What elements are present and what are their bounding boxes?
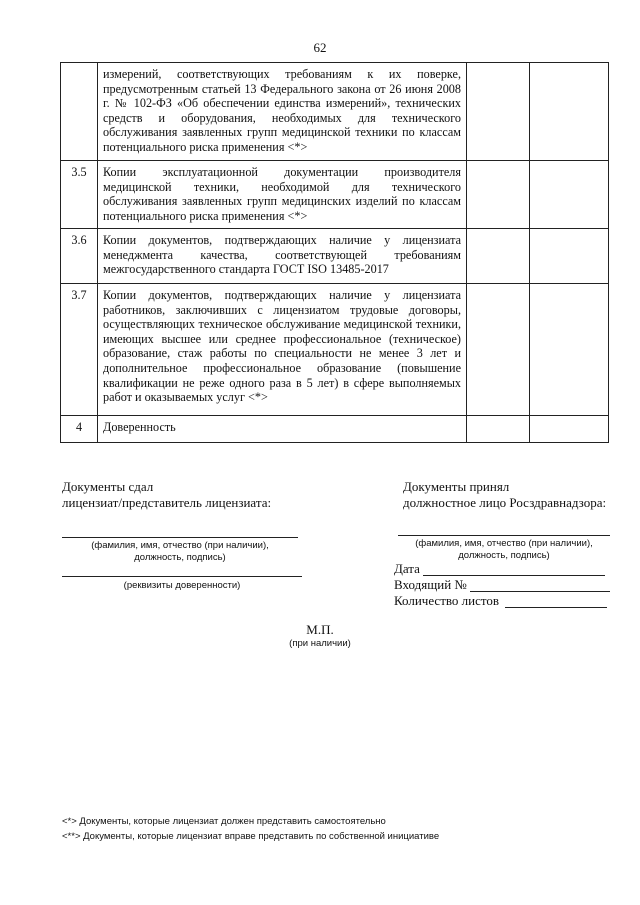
table-row	[61, 416, 609, 443]
empty-cell	[530, 161, 609, 229]
official-signature-caption	[398, 538, 610, 562]
accepted-by-label: Документы принял	[403, 479, 510, 494]
empty-cell	[530, 416, 609, 443]
licensee-label: лицензиат/представитель лицензиата:	[62, 495, 272, 510]
licensee-signature-caption	[62, 540, 298, 564]
incoming-number-label: Входящий №	[394, 577, 467, 592]
left-signature-heading	[62, 479, 271, 511]
power-of-attorney-line	[62, 576, 302, 577]
row-number: 4	[61, 416, 98, 443]
date-line	[423, 563, 605, 576]
empty-cell	[467, 161, 530, 229]
page-number: 62	[313, 40, 327, 55]
empty-cell	[530, 284, 609, 416]
documents-table	[60, 62, 609, 443]
row-number: 3.6	[61, 229, 98, 284]
empty-cell	[467, 229, 530, 284]
empty-cell	[467, 284, 530, 416]
stamp-label: М.П.	[306, 622, 334, 637]
row-text: измерений, соответствующих требованиям к их поверке, предусмотренным статьей 13 Федерального закона от 26 июня 2008 г. № 102-ФЗ «Об обеспечении единства измерений», технических средств и оборудования, необходимых для технического обслуживания заявленных групп медицинской техники по классам потенциального риска применения <*>	[98, 63, 467, 161]
row-number: 3.7	[61, 284, 98, 416]
row-number: 3.5	[61, 161, 98, 229]
footnote-optional: <**> Документы, которые лицензиат вправе представить по собственной инициативе	[62, 831, 440, 842]
power-of-attorney-caption: (реквизиты доверенности)	[123, 580, 241, 591]
incoming-number-field	[394, 577, 610, 592]
caption-line: должность, подпись)	[458, 550, 550, 561]
table-row	[61, 229, 609, 284]
sheets-count-field	[394, 593, 607, 608]
empty-cell	[530, 229, 609, 284]
incoming-number-line	[470, 579, 610, 592]
official-label: должностное лицо Росздравнадзора:	[403, 495, 607, 510]
caption-line: (фамилия, имя, отчество (при наличии),	[415, 538, 593, 549]
submitted-by-label: Документы сдал	[62, 479, 154, 494]
caption-line: (фамилия, имя, отчество (при наличии),	[91, 540, 269, 551]
row-text: Копии документов, подтверждающих наличие у лицензиата менеджмента качества, соответствующей требованиям межгосударственного стандарта ГОСТ ISO 13485-2017	[98, 229, 467, 284]
table-row	[61, 161, 609, 229]
sheets-count-line	[505, 595, 607, 608]
row-text: Копии документов, подтверждающих наличие у лицензиата работников, заключивших с лицензиатом трудовые договоры, осуществляющих техническое обслуживание медицинской техники, имеющих высшее или среднее профессиональное (техническое) образование, стаж работы по специальности не менее 3 лет и дополнительное профессиональное образование (повышение квалификации не реже одного раза в 5 лет) в сфере выполняемых работ и оказываемых услуг <*>	[98, 284, 467, 416]
official-signature-line	[398, 535, 610, 536]
row-text: Копии эксплуатационной документации производителя медицинской техники, необходимой для технического обслуживания заявленных групп медицинских изделий по классам потенциального риска применения <*>	[98, 161, 467, 229]
table-row	[61, 284, 609, 416]
date-field	[394, 561, 605, 576]
table-row	[61, 63, 609, 161]
licensee-signature-line	[62, 537, 298, 538]
row-number	[61, 63, 98, 161]
date-label: Дата	[394, 561, 420, 576]
row-text: Доверенность	[98, 416, 467, 443]
footnote-required: <*> Документы, которые лицензиат должен представить самостоятельно	[62, 816, 386, 827]
stamp-note: (при наличии)	[289, 638, 351, 649]
caption-line: должность, подпись)	[134, 552, 226, 563]
empty-cell	[530, 63, 609, 161]
empty-cell	[467, 416, 530, 443]
sheets-count-label: Количество листов	[394, 593, 500, 608]
right-signature-heading	[403, 479, 606, 511]
empty-cell	[467, 63, 530, 161]
